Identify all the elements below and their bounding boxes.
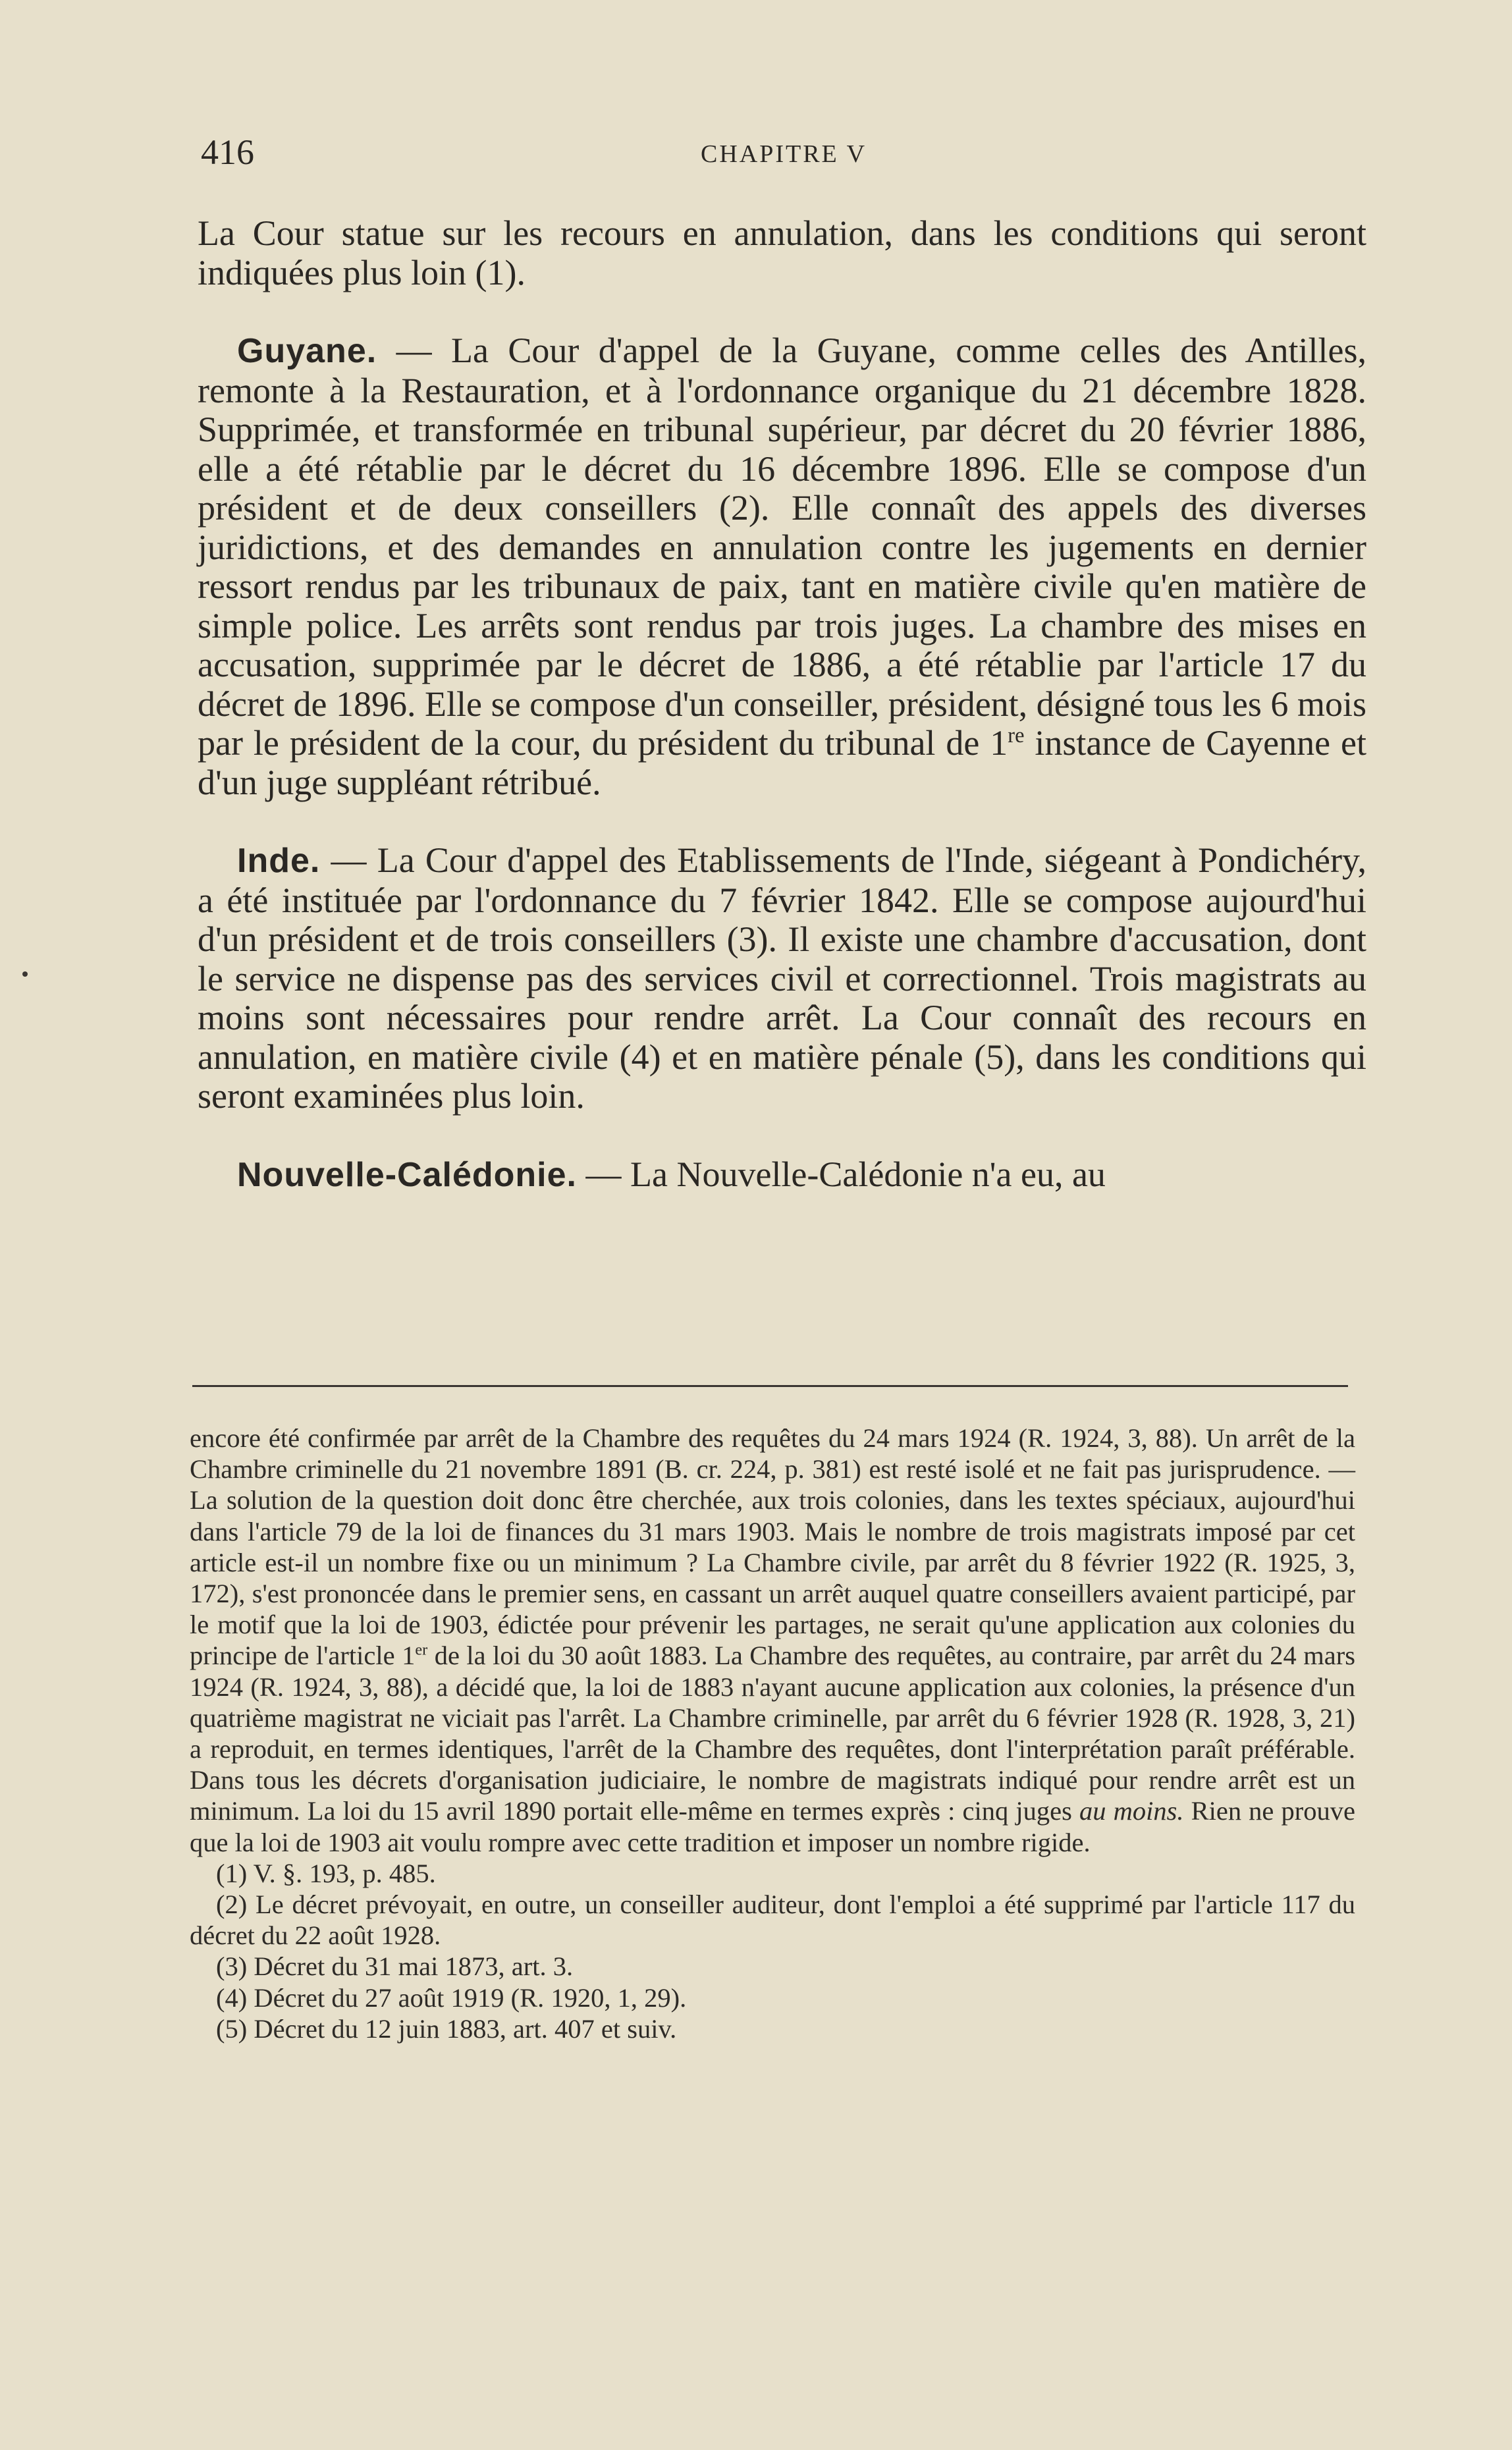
paragraph-nouvelle-caledonie: [198, 1155, 1366, 1195]
footnote-4: (4) Décret du 27 août 1919 (R. 1920, 1, 29).: [216, 1982, 687, 2013]
main-text: [198, 214, 1366, 1195]
footnote-continuation-text-3: Rien ne prouve que la loi de 1903 ait voulu rompre avec cette tradition et imposer un nombre rigide.: [190, 1796, 1355, 1857]
footnote-continuation-text-2: de la loi du 30 août 1883. La Chambre des requêtes, au contraire, par arrêt du 24 mars 1924 (R. 1924, 3, 88), a décidé que, la loi de 1883 n'ayant aucune application aux colonies, la présence d'un quatrième magistrat ne viciait pas l'arrêt. La Chambre criminelle, par arrêt du 6 février 1928 (R. 1928, 3, 21) a reproduit, en termes identiques, l'arrêt de la Chambre des requêtes, dont l'interprétation paraît préférable. Dans tous les décrets d'organisation judiciaire, le nombre de magistrats indiqué pour rendre arrêt est un minimum. La loi du 15 avril 1890 portait elle-même en termes exprès : cinq juges: [190, 1641, 1355, 1826]
paragraph-inde: [198, 841, 1366, 1116]
page-header: [201, 132, 1366, 178]
footnote-continuation: [190, 1423, 1355, 1858]
section-heading-nouvelle-caledonie: Nouvelle-Calédonie.: [237, 1155, 577, 1194]
footnote-1: (1) V. §. 193, p. 485.: [216, 1858, 436, 1888]
page-number: 416: [201, 132, 254, 172]
section-heading-guyane: Guyane.: [237, 332, 377, 370]
guyane-superscript: re: [1008, 724, 1025, 748]
footnote-5: (5) Décret du 12 juin 1883, art. 407 et suiv.: [216, 2013, 677, 2044]
guyane-text: — La Cour d'appel de la Guyane, comme celles des Antilles, remonte à la Restauration, et à l'ordonnance organique du 21 décembre 1828. Supprimée, et transformée en tribunal supérieur, par décret du 20 février 1886, elle a été rétablie par le décret du 16 décembre 1896. Elle se compose d'un président et de deux conseillers (2). Elle connaît des appels des diverses juridictions, et des demandes en annulation contre les jugements en dernier ressort rendus par les tribunaux de paix, tant en matière civile qu'en matière de simple police. Les arrêts sont rendus par trois juges. La chambre des mises en accusation, supprimée par le décret de 1886, a été rétablie par l'article 17 du décret de 1896. Elle se compose d'un conseiller, président, désigné tous les 6 mois par le président de la cour, du président du tribunal de 1: [198, 331, 1366, 763]
guyane-text-end: instance de Cayenne et d'un juge suppléant rétribué.: [198, 723, 1366, 802]
paragraph-cour-statue: La Cour statue sur les recours en annulation, dans les conditions qui seront indiquées plus loin (1).: [198, 213, 1366, 292]
margin-speck: [22, 971, 28, 977]
footnotes: [190, 1423, 1355, 2044]
footnote-2: (2) Le décret prévoyait, en outre, un conseiller auditeur, dont l'emploi a été supprimé par l'article 117 du décret du 22 août 1928.: [190, 1890, 1355, 1951]
footnote-3: (3) Décret du 31 mai 1873, art. 3.: [216, 1951, 574, 1982]
footnote-italic: au moins.: [1079, 1796, 1184, 1826]
running-head: CHAPITRE V: [700, 140, 867, 168]
inde-text: — La Cour d'appel des Etablissements de l'Inde, siégeant à Pondichéry, a été instituée par l'ordonnance du 7 février 1842. Elle se compose aujourd'hui d'un président et de trois conseillers (3). Il existe une chambre d'accusation, dont le service ne dispense pas des services civil et correctionnel. Trois magistrats au moins sont nécessaires pour rendre arrêt. La Cour connaît des recours en annulation, en matière civile (4) et en matière pénale (5), dans les conditions qui seront examinées plus loin.: [198, 840, 1366, 1116]
nouvelle-caledonie-text: — La Nouvelle-Calédonie n'a eu, au: [577, 1154, 1106, 1194]
section-heading-inde: Inde.: [237, 842, 321, 880]
footnote-superscript: er: [415, 1641, 428, 1659]
paragraph-guyane: [198, 331, 1366, 802]
footnote-separator: [192, 1385, 1348, 1387]
footnote-continuation-text: encore été confirmée par arrêt de la Chambre des requêtes du 24 mars 1924 (R. 1924, 3, 88). Un arrêt de la Chambre criminelle du 21 novembre 1891 (B. cr. 224, p. 381) est resté isolé et ne fait pas jurisprudence. — La solution de la question doit donc être cherchée, aux trois colonies, dans les textes spéciaux, aujourd'hui dans l'article 79 de la loi de finances du 31 mars 1903. Mais le nombre de trois magistrats imposé par cet article est-il un nombre fixe ou un minimum ? La Chambre civile, par arrêt du 8 février 1922 (R. 1925, 3, 172), s'est prononcée dans le premier sens, en cassant un arrêt auquel quatre conseillers avaient participé, par le motif que la loi de 1903, édictée pour prévenir les partages, ne serait qu'une application aux colonies du principe de l'article 1: [190, 1423, 1355, 1671]
